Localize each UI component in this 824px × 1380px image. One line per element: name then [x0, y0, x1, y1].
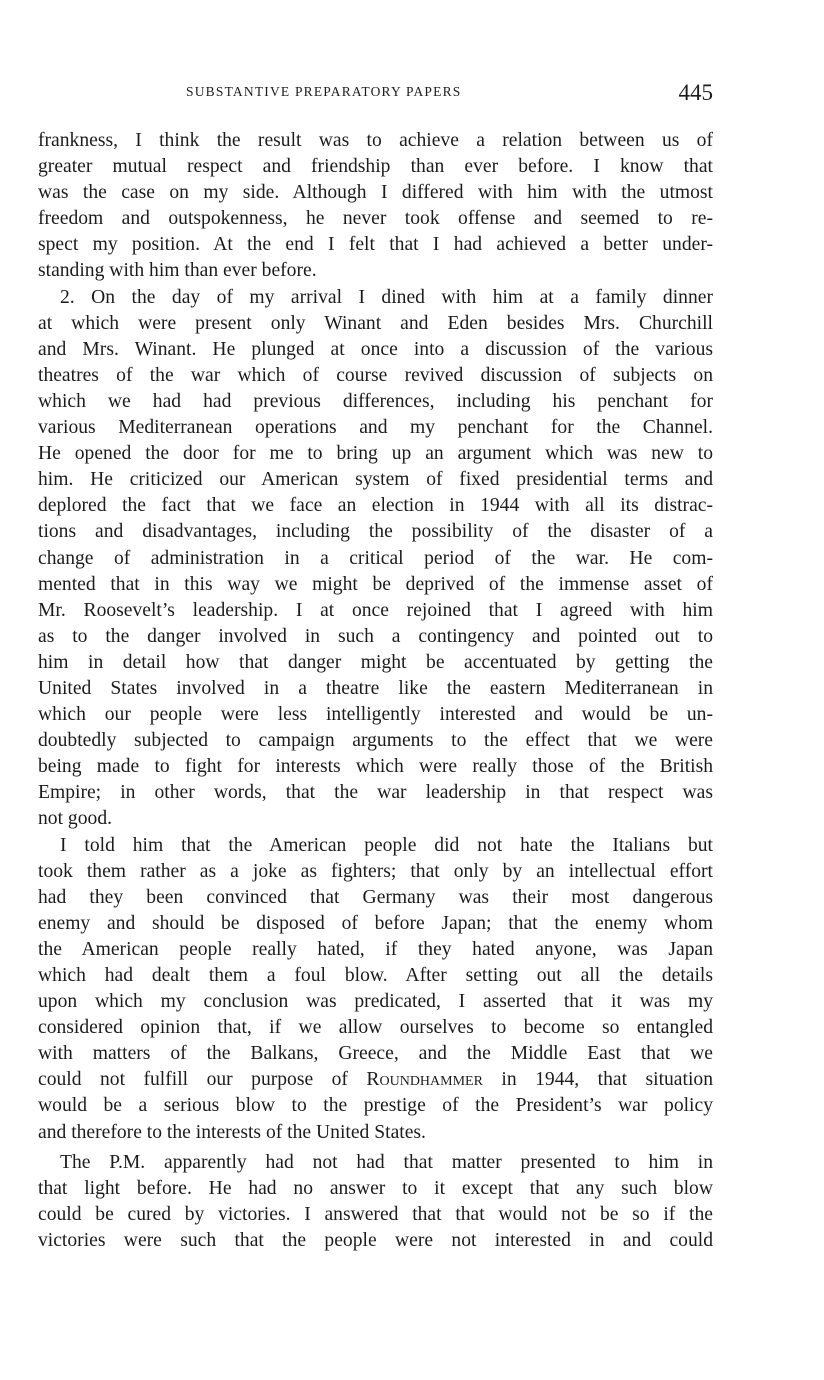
text-line: various Mediterranean operations and my penchant for the Channel.: [38, 417, 713, 439]
text-line: Mr. Roosevelt’s leadership. I at once rejoined that I agreed with him: [38, 599, 713, 621]
operation-codename: Roundhammer: [366, 1069, 483, 1091]
text-line: which had dealt them a foul blow. After setting out all the details: [38, 965, 713, 986]
text-line: which our people were less intelligently interested and would be un-: [38, 704, 713, 726]
page-number: 445: [678, 80, 713, 105]
text-line: frankness, I think the result was to achieve a relation between us of: [38, 130, 713, 151]
text-line: at which were present only Winant and Eden besides Mrs. Churchill: [38, 312, 713, 334]
text-line: took them rather as a joke as fighters; that only by an intellectual effort: [38, 860, 713, 882]
text-line: upon which my conclusion was predicated, I asserted that it was my: [38, 991, 713, 1013]
text-line: considered opinion that, if we allow ourselves to become so entangled: [38, 1017, 713, 1039]
text-line: freedom and outspokenness, he never took offense and seemed to re-: [38, 208, 713, 230]
paragraph: [38, 285, 713, 833]
text-line: He opened the door for me to bring up an argument which was new to: [38, 443, 713, 465]
text-line: was the case on my side. Although I differed with him with the utmost: [38, 182, 713, 204]
text-line: standing with him than ever before.: [38, 260, 317, 282]
text-line: and therefore to the interests of the United States.: [38, 1121, 426, 1143]
body-text: [38, 128, 713, 1254]
running-title: SUBSTANTIVE PREPARATORY PAPERS: [186, 84, 462, 99]
text-line: enemy and should be disposed of before Japan; that the enemy whom: [38, 912, 713, 934]
text-line: greater mutual respect and friendship than ever before. I know that: [38, 156, 713, 178]
text-line: could be cured by victories. I answered that that would not be so if the: [38, 1203, 713, 1225]
text-line: not good.: [38, 808, 113, 830]
text-line: change of administration in a critical period of the war. He com-: [38, 547, 713, 569]
text-fragment: in 1944, that situation: [482, 1069, 713, 1091]
paragraph: [38, 833, 713, 1146]
text-line: spect my position. At the end I felt that I had achieved a better under-: [38, 234, 713, 256]
text-line: would be a serious blow to the prestige of the President’s war policy: [38, 1095, 713, 1117]
text-line: as to the danger involved in such a contingency and pointed out to: [38, 625, 713, 647]
text-fragment: could not fulfill our purpose of: [38, 1069, 367, 1091]
paragraph: [38, 1150, 713, 1254]
text-line: victories were such that the people were not interested in and could: [38, 1229, 713, 1251]
text-line: mented that in this way we might be deprived of the immense asset of: [38, 573, 713, 595]
text-line: The P.M. apparently had not had that matter presented to him in: [60, 1151, 713, 1173]
text-line: tions and disadvantages, including the possibility of the disaster of a: [38, 521, 713, 543]
text-line: that light before. He had no answer to it except that any such blow: [38, 1177, 713, 1199]
text-line: deplored the fact that we face an election in 1944 with all its distrac-: [38, 495, 713, 517]
text-line: the American people really hated, if they hated anyone, was Japan: [38, 938, 713, 960]
text-line: had they been convinced that Germany was their most dangerous: [38, 886, 713, 908]
text-line: and Mrs. Winant. He plunged at once into a discussion of the various: [38, 338, 713, 360]
text-line: him. He criticized our American system of fixed presidential terms and: [38, 469, 713, 491]
text-line: being made to fight for interests which were really those of the British: [38, 756, 713, 778]
text-line: theatres of the war which of course revived discussion of subjects on: [38, 364, 713, 386]
text-line: Empire; in other words, that the war leadership in that respect was: [38, 782, 713, 804]
running-header: [38, 80, 713, 108]
text-line: which we had had previous differences, including his penchant for: [38, 390, 713, 412]
text-line: with matters of the Balkans, Greece, and the Middle East that we: [38, 1043, 713, 1065]
text-line: doubtedly subjected to campaign arguments to the effect that we were: [38, 730, 713, 752]
text-line: I told him that the American people did not hate the Italians but: [60, 834, 713, 856]
text-line-with-codename: [38, 1067, 713, 1093]
text-line: United States involved in a theatre like the eastern Mediterranean in: [38, 677, 713, 699]
text-line: him in detail how that danger might be accentuated by getting the: [38, 651, 713, 673]
text-line: 2. On the day of my arrival I dined with him at a family dinner: [60, 286, 713, 308]
paragraph: [38, 128, 713, 285]
